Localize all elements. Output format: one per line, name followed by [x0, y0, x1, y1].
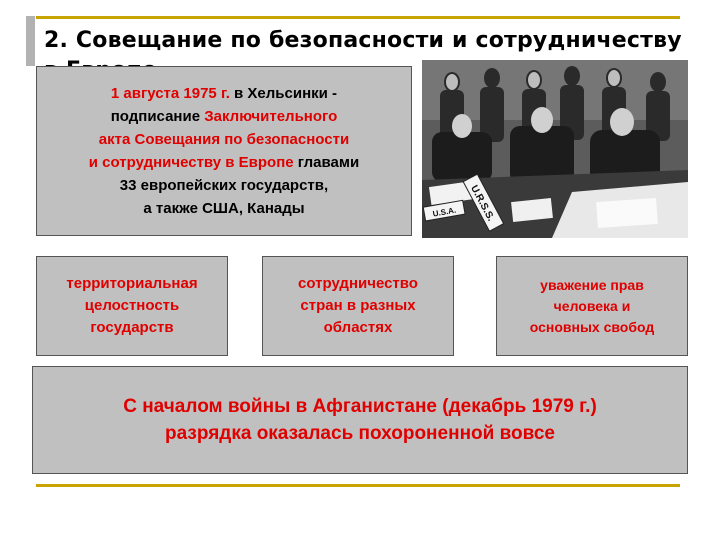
slide-title: 2. Совещание по безопасности и сотрудничеству	[44, 28, 682, 53]
principle-box-human-rights	[496, 256, 688, 356]
bottom-rule	[36, 484, 680, 487]
placard-urss: U.R.S.S.	[468, 183, 497, 224]
info-line	[89, 151, 359, 174]
info-line-segment: в Хельсинки -	[229, 85, 338, 102]
info-line	[89, 197, 359, 220]
left-accent-bar	[26, 16, 35, 66]
info-line-segment: а также США, Канады	[143, 200, 305, 217]
signing-info-box	[36, 66, 412, 236]
info-line	[89, 174, 359, 197]
placard-usa: U.S.A.	[432, 205, 457, 219]
info-line	[89, 82, 359, 105]
info-line-segment: акта Совещания по безопасности	[98, 131, 350, 148]
info-line-segment: 33 европейских государств,	[119, 177, 329, 194]
info-line-segment: подписание	[110, 108, 205, 125]
principle-box-territorial	[36, 256, 228, 356]
principle-text: уважение прав человека и основных свобод	[529, 276, 655, 335]
helsinki-signing-photo	[422, 60, 688, 238]
conclusion-box	[32, 366, 688, 474]
info-line-segment: и сотрудничеству в Европе	[88, 154, 294, 171]
info-line	[89, 128, 359, 151]
info-line-segment: 1 августа 1975 г.	[110, 85, 230, 102]
principle-text: сотрудничество стран в разных областях	[298, 275, 418, 336]
info-line-segment: Заключительного	[204, 108, 338, 125]
top-rule	[36, 16, 680, 19]
signing-info-text	[89, 82, 359, 220]
info-line	[89, 105, 359, 128]
info-line-segment: главами	[293, 154, 360, 171]
principle-text: территориальная целостность государств	[66, 275, 198, 336]
principle-box-cooperation	[262, 256, 454, 356]
conclusion-text: С началом войны в Афганистане (декабрь 1979 г.) разрядка оказалась похороненной вовсе	[123, 396, 597, 444]
